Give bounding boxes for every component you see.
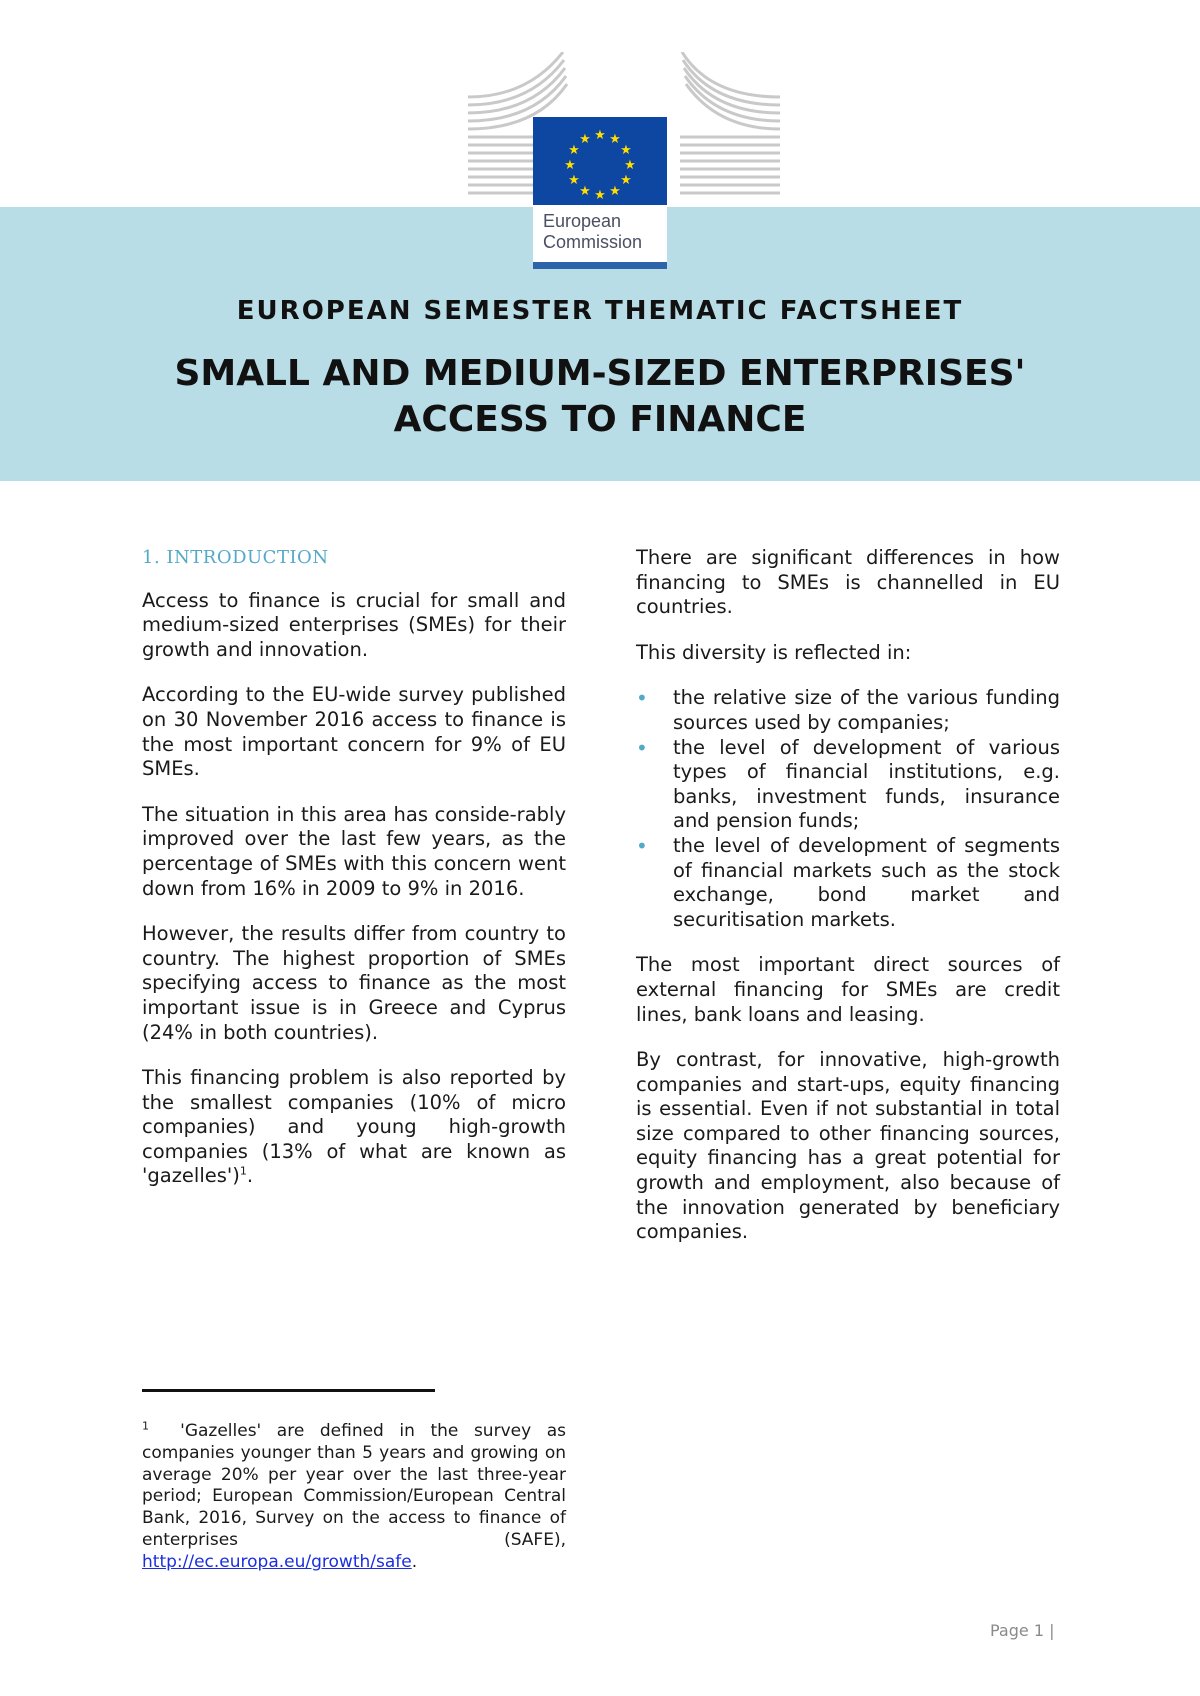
paragraph: There are significant differences in how financing to SMEs is channelled in EU countries. bbox=[636, 546, 1060, 619]
footnote-link[interactable]: http://ec.europa.eu/growth/safe bbox=[142, 1551, 412, 1572]
paragraph: The most important direct sources of external financing for SMEs are credit lines, bank loans and leasing. bbox=[636, 953, 1060, 1026]
svg-text:★: ★ bbox=[568, 173, 580, 188]
footnote-end: . bbox=[411, 1551, 418, 1572]
footnote bbox=[142, 1421, 566, 1574]
svg-text:★: ★ bbox=[609, 132, 621, 147]
logo-word-european: European bbox=[543, 211, 622, 231]
paragraph-with-footnote bbox=[142, 1066, 566, 1189]
svg-text:★: ★ bbox=[594, 188, 606, 203]
svg-text:★: ★ bbox=[568, 143, 580, 158]
svg-text:★: ★ bbox=[620, 173, 632, 188]
page-title bbox=[0, 351, 1200, 443]
svg-text:★: ★ bbox=[594, 128, 606, 143]
footnote-reference[interactable]: 1 bbox=[239, 1164, 247, 1178]
building-lines-right bbox=[680, 52, 780, 202]
right-column bbox=[636, 546, 1060, 1266]
title-line-2: ACCESS TO FINANCE bbox=[393, 399, 807, 440]
paragraph: This diversity is reflected in: bbox=[636, 640, 912, 664]
svg-text:★: ★ bbox=[609, 184, 621, 199]
logo-word-commission: Commission bbox=[543, 232, 643, 252]
paragraph: However, the results differ from country to country. The highest proportion of SMEs specifying access to finance as the most important issue is in Greece and Cyprus (24% in both countries). bbox=[142, 922, 566, 1044]
footnote-number: 1 bbox=[142, 1419, 149, 1433]
paragraph: The situation in this area has conside-rably improved over the last few years, as the percentage of SMEs with this concern went down from 16% in 2009 to 9% in 2016. bbox=[142, 802, 566, 900]
european-commission-logo bbox=[468, 52, 780, 272]
title-line-1: SMALL AND MEDIUM-SIZED ENTERPRISES' bbox=[174, 353, 1026, 394]
left-column bbox=[142, 546, 566, 1210]
page-number: Page 1 | bbox=[990, 1621, 1055, 1640]
paragraph: According to the EU-wide survey published on 30 November 2016 access to finance is the most important concern for 9% of EU SMEs. bbox=[142, 683, 566, 781]
paragraph: By contrast, for innovative, high-growth companies and start-ups, equity financing is essential. Even if not substantial in total size compared to other financing sources, equity financing has a great potential for growth and employment, also because of the innovation generated by beneficiary companies. bbox=[636, 1048, 1060, 1244]
svg-text:★: ★ bbox=[624, 158, 636, 173]
paragraph: Access to finance is crucial for small and medium-sized enterprises (SMEs) for their growth and innovation. bbox=[142, 588, 566, 661]
paragraph-end: . bbox=[246, 1164, 254, 1188]
paragraph-text: This financing problem is also reported by the smallest companies (10% of micro companies) and young high-growth companies (13% of what are known as 'gazelles') bbox=[142, 1066, 566, 1188]
bullet-item: • the level of development of segments of financial markets such as the stock exchange, bond market and securitisation markets. bbox=[636, 834, 1060, 932]
svg-text:★: ★ bbox=[564, 158, 576, 173]
bullet-list bbox=[636, 686, 1060, 932]
logo-wordmark-box bbox=[533, 205, 667, 269]
bullet-item: • the relative size of the various funding sources used by companies; bbox=[636, 686, 1060, 735]
eu-stars-icon bbox=[533, 117, 667, 205]
eu-flag bbox=[533, 117, 667, 205]
footnote-divider bbox=[142, 1389, 435, 1392]
logo-wordmark bbox=[543, 211, 642, 253]
svg-text:★: ★ bbox=[620, 143, 632, 158]
factsheet-kicker: EUROPEAN SEMESTER THEMATIC FACTSHEET bbox=[236, 296, 964, 326]
bullet-item: • the level of development of various types of financial institutions, e.g. banks, investment funds, insurance and pension funds; bbox=[636, 736, 1060, 834]
footnote-text: 'Gazelles' are defined in the survey as companies younger than 5 years and growing on average 20% per year over the last three-year period; European Commission/European Central Bank, 2016, Survey on the access to finance of enterprises (SAFE), bbox=[142, 1421, 566, 1550]
section-heading-introduction: 1. INTRODUCTION bbox=[142, 547, 329, 568]
svg-text:★: ★ bbox=[579, 132, 591, 147]
svg-text:★: ★ bbox=[579, 184, 591, 199]
